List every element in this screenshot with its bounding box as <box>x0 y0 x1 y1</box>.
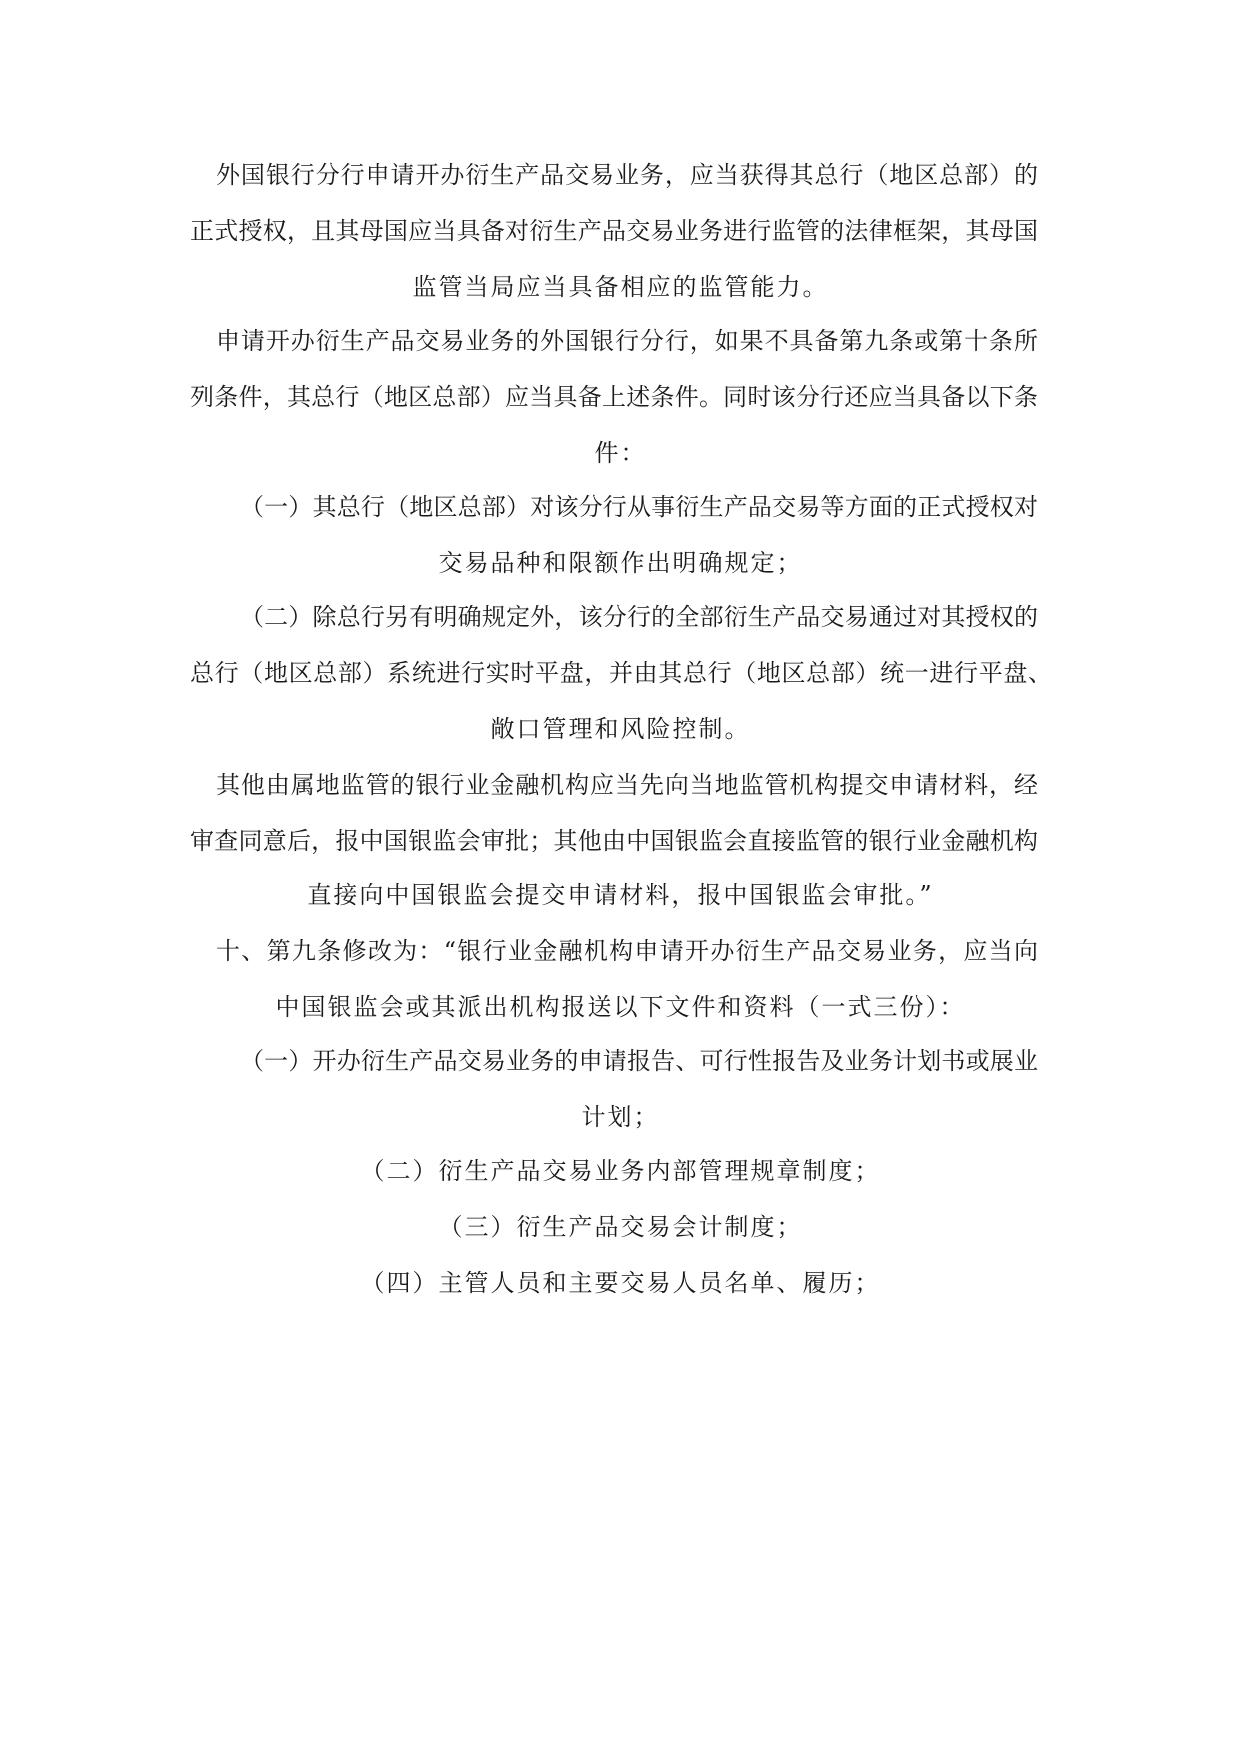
text-line: 交易品种和限额作出明确规定； <box>438 549 803 577</box>
text-line: 审查同意后，报中国银监会审批；其他由中国银监会直接监管的银行业金融机构 <box>190 827 1038 855</box>
text-line: 直接向中国银监会提交申请材料，报中国银监会审批。” <box>307 881 934 909</box>
text-line: （二）除总行另有明确规定外，该分行的全部衍生产品交易通过对其授权的 <box>240 603 1038 631</box>
text-line: 中国银监会或其派出机构报送以下文件和资料（一式三份）： <box>275 993 966 1021</box>
text-line: 十、第九条修改为：“银行业金融机构申请开办衍生产品交易业务，应当向 <box>216 937 1038 965</box>
text-line: （二）衍生产品交易业务内部管理规章制度； <box>360 1157 881 1185</box>
text-line: 其他由属地监管的银行业金融机构应当先向当地监管机构提交申请材料，经 <box>216 771 1038 799</box>
text-line: 外国银行分行申请开办衍生产品交易业务，应当获得其总行（地区总部）的 <box>216 161 1038 189</box>
text-line: （三）衍生产品交易会计制度； <box>438 1213 803 1241</box>
text-line: 计划； <box>581 1103 660 1131</box>
text-line: 敞口管理和风险控制。 <box>490 715 751 743</box>
text-line: 申请开办衍生产品交易业务的外国银行分行，如果不具备第九条或第十条所 <box>216 327 1038 355</box>
text-line: 总行（地区总部）系统进行实时平盘，并由其总行（地区总部）统一进行平盘、 <box>190 659 1052 687</box>
text-line: 正式授权，且其母国应当具备对衍生产品交易业务进行监管的法律框架，其母国 <box>190 217 1038 245</box>
text-line: 件： <box>594 439 647 467</box>
text-line: 列条件，其总行（地区总部）应当具备上述条件。同时该分行还应当具备以下条 <box>190 383 1038 411</box>
text-line: 监管当局应当具备相应的监管能力。 <box>412 273 829 301</box>
text-line: （一）其总行（地区总部）对该分行从事衍生产品交易等方面的正式授权对 <box>240 493 1038 521</box>
text-line: （四）主管人员和主要交易人员名单、履历； <box>360 1269 881 1297</box>
text-line: （一）开办衍生产品交易业务的申请报告、可行性报告及业务计划书或展业 <box>240 1047 1038 1075</box>
